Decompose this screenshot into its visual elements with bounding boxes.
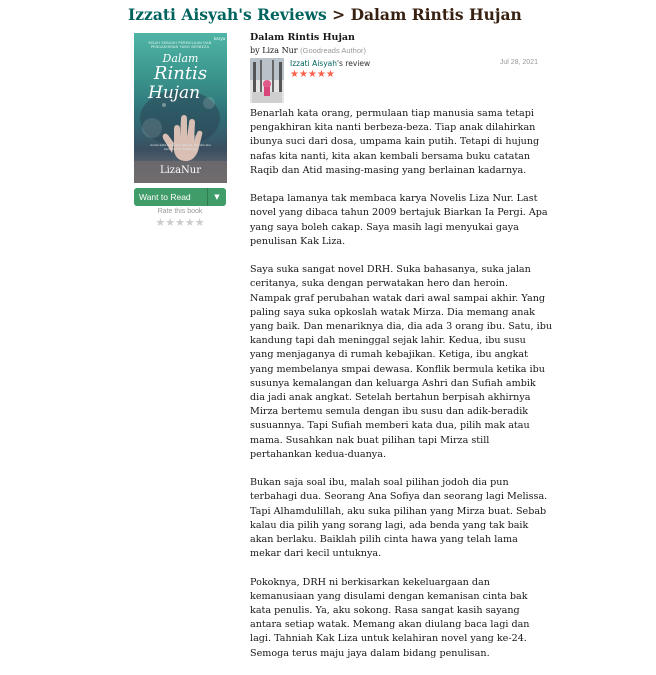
review-line: susunya kemalangan dan keluarga Ashri dan Sufiah ambik	[250, 377, 536, 389]
book-byline	[250, 46, 366, 55]
cover-title-hujan: Hujan	[148, 83, 201, 103]
author-link[interactable]: Liza Nur	[262, 46, 298, 55]
publisher-logo: karya	[214, 36, 226, 41]
caret-down-icon[interactable]: ▼	[207, 188, 226, 206]
review-paragraph	[250, 576, 550, 661]
review-line: susuannya. Tapi Sufiah memberi kata dua, pilih mak atau	[250, 420, 530, 432]
review-line: terbahagi dua. Seorang Ana Sofiya dan seorang lagi Melissa.	[250, 491, 548, 503]
review-line: antara setiap watak. Memang akan diulang baca lagi dan	[250, 619, 530, 631]
avatar-image	[250, 58, 284, 103]
review-line: nafas kita nanti, kita akan kembali bersama buku catatan	[250, 150, 531, 162]
review-body	[250, 107, 553, 675]
by-label: by	[250, 46, 260, 55]
review-line: Bukan saja soal ibu, malah soal pilihan jodoh dia pun	[250, 477, 509, 489]
review-line: mama. Susahkan nak buat pilihan tapi Mirza still	[250, 434, 490, 446]
review-paragraph	[250, 107, 550, 178]
book-cover[interactable]	[134, 33, 227, 183]
review-line: yang menjaganya di rumah kebajikan. Ketiga, ibu angkat	[250, 349, 528, 361]
review-line: kalau dia pilih yang sorang lagi, ada benda yang tak baik	[250, 519, 529, 531]
cover-tagline: Andai kata hujan itu rahmat, biarlah aku berteduh di dalamnya	[150, 143, 211, 151]
review-line: Saya suka sangat novel DRH. Suka bahasanya, suka jalan	[250, 264, 531, 276]
review-paragraph	[250, 263, 553, 462]
review-line: yang baik. Dan menariknya dia, dia ada 3 orang ibu. Satu, ibu	[250, 321, 553, 333]
review-paragraph	[250, 192, 550, 249]
rate-stars-input[interactable]: ★★★★★	[155, 216, 205, 229]
want-to-read-button[interactable]	[134, 188, 226, 206]
review-line: ceritanya, suka dengan perwatakan hero dan heroin.	[250, 278, 509, 290]
review-line: lagi. Tahniah Kak Liza untuk kelahiran novel yang ke-24.	[250, 633, 527, 645]
review-line: dia jadi anak angkat. Setelah bertahun berpisah akhirnya	[250, 392, 531, 404]
reviewer-name-link[interactable]: Izzati Aisyah	[290, 59, 337, 68]
review-line: novel yang dibaca tahun 2009 bertajuk Biarkan Ia Pergi. Apa	[250, 207, 548, 219]
review-line: paling saya suka opkoslah watak Mirza. Dia memang anak	[250, 306, 535, 318]
cover-author: LizaNur	[159, 165, 202, 176]
rate-this-book-label: Rate this book	[157, 208, 203, 215]
review-rating-stars: ★★★★★	[290, 69, 335, 80]
book-title-link[interactable]: Dalam Rintis Hujan	[250, 32, 355, 43]
want-to-read-label[interactable]: Want to Read	[139, 192, 191, 202]
review-line: pertahankan kedua-duanya.	[250, 448, 386, 460]
review-line: Raqib dan Atid masing-masing yang berlainan kadarnya.	[250, 164, 527, 176]
cover-title-rintis: Rintis	[153, 63, 208, 84]
cover-top-text: KISAH SEBUAH PERMULAAN DAN PENGAKHIRAN YANG BERBEZA	[148, 41, 212, 49]
breadcrumb-book-title: Dalam Rintis Hujan	[350, 5, 522, 24]
review-line: kemanusiaan yang disulami dengan kemanisan cinta bak	[250, 590, 528, 602]
author-role: (Goodreads Author)	[300, 46, 366, 55]
review-line: pengakhiran kita nanti berbeza-beza. Tiap anak dilahirkan	[250, 122, 536, 134]
cover-title-dalam: Dalam	[162, 52, 199, 65]
review-line: kandung tapi dah meninggal sejak lahir. Kedua, ibu susu	[250, 335, 526, 347]
review-line: yang membelanya smpai dewasa. Konflik bermula ketika ibu	[250, 363, 545, 375]
review-line: mekar dari kecil untuknya.	[250, 548, 382, 560]
review-line: Semoga terus maju jaya dalam bidang penulisan.	[250, 647, 490, 659]
review-line: Pokoknya, DRH ni berkisarkan kekeluargaan dan	[250, 576, 490, 588]
review-paragraph	[250, 476, 550, 561]
review-line: ibunya suci dari dosa, umpama kain putih. Tetapi di hujung	[250, 136, 540, 148]
review-line: Mirza bertemu semula dengan ibu susu dan adik-beradik	[250, 406, 529, 418]
review-line: Benarlah kata orang, permulaan tiap manusia sama tetapi	[250, 108, 534, 119]
review-line: penulisan Kak Liza.	[250, 235, 346, 247]
page-title	[128, 5, 648, 25]
reviewer-line	[290, 59, 370, 68]
reviewer-reviews-link[interactable]: Izzati Aisyah's Reviews	[128, 5, 327, 24]
avatar[interactable]	[250, 58, 284, 103]
review-line: Tapi Alhamdulillah, aku suka pilihan yang Mirza buat. Sebab	[250, 505, 547, 517]
review-line: akan berlaku. Baiklah pilih cinta hawa yang telah lama	[250, 534, 518, 546]
review-date[interactable]: Jul 28, 2021	[499, 59, 538, 66]
breadcrumb-separator: >	[332, 5, 346, 24]
review-line: yang saya boleh cakap. Saya masih lagi menyukai gaya	[250, 221, 519, 233]
review-line: Nampak graf perubahan watak dari awal sampai akhir. Yang	[250, 292, 546, 304]
review-suffix: 's review	[337, 59, 371, 68]
review-line: Betapa lamanya tak membaca karya Novelis Liza Nur. Last	[250, 193, 538, 205]
review-line: kata penulis. Ya, aku sokong. Rasa sangat kasih sayang	[250, 605, 520, 617]
